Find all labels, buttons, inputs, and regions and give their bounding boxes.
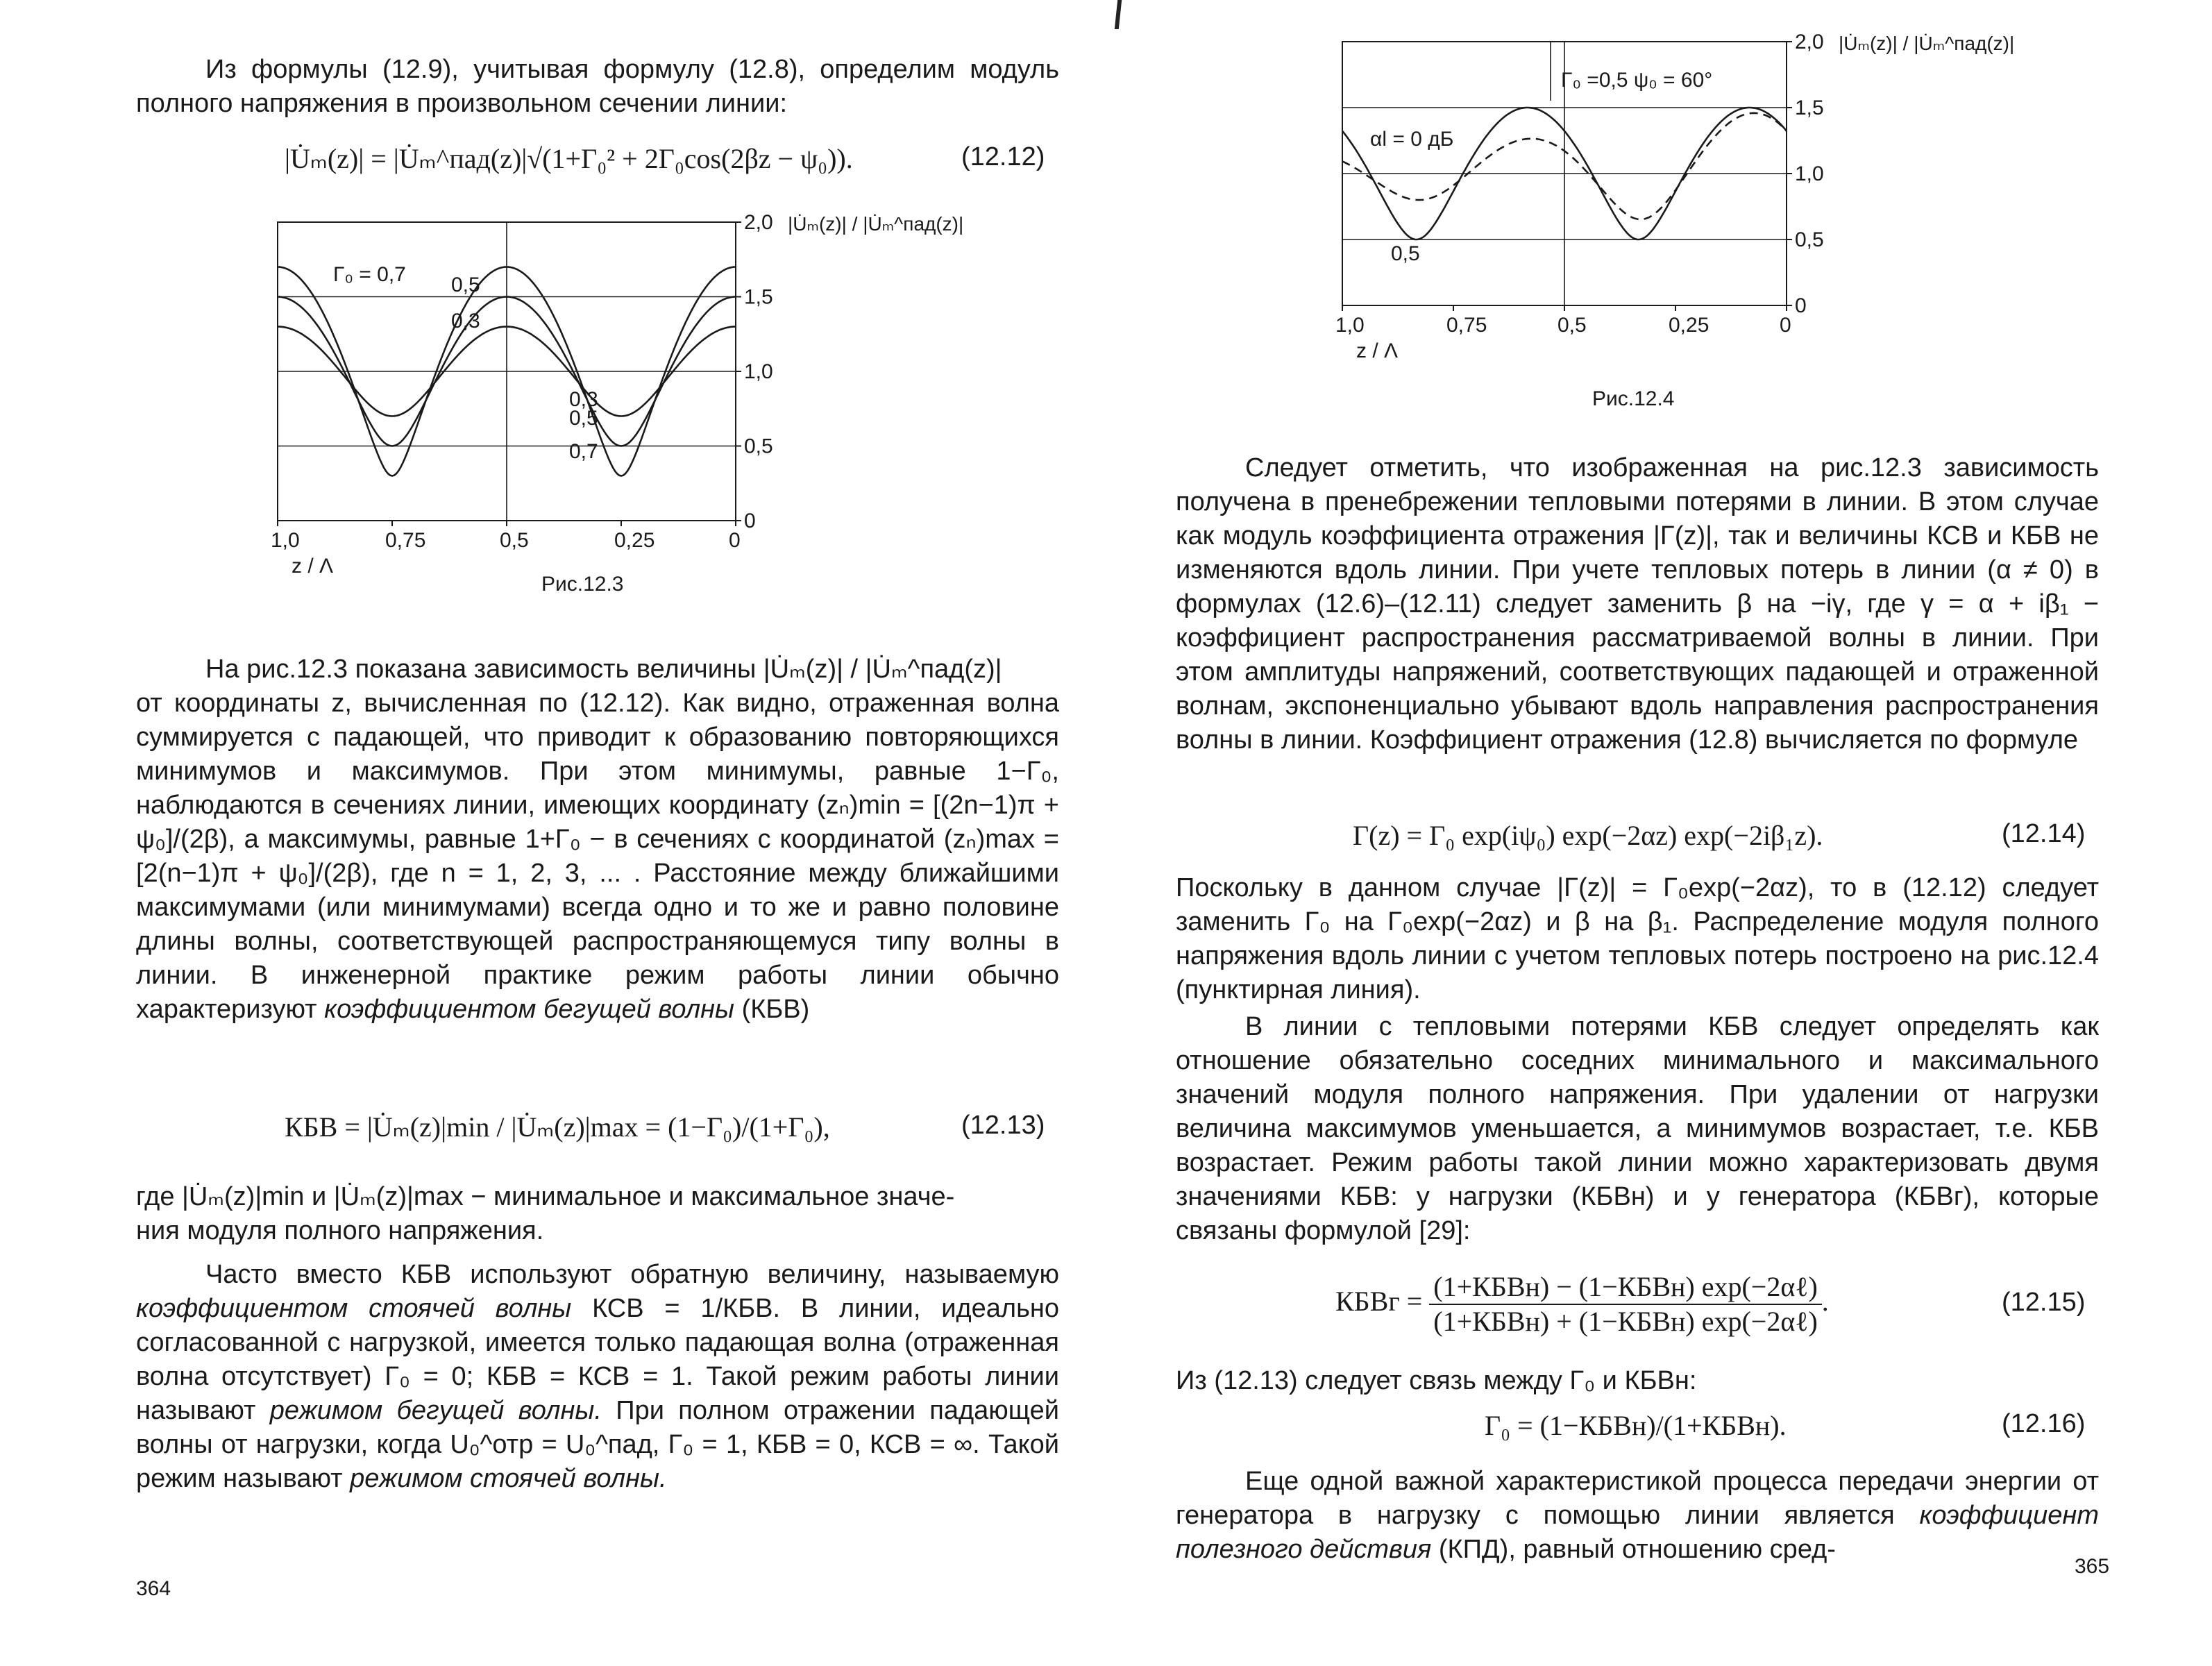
chart-12-3-svg: [264, 208, 964, 597]
x-tick-label: 0,5: [1557, 314, 1587, 337]
y-tick-label: 1,0: [744, 360, 773, 383]
y-tick-label: 0,5: [744, 435, 773, 458]
paragraph-1: На рис.12.3 показана зависимость величины |U̇ₘ(z)| / |U̇ₘ^пад(z)| от координаты z, вычисленная по (12.12). Как видно, отраженная волна суммируется с падающей, что приводит к образованию повторяющихся минимумов и максимумов. При этом минимумы, равные 1−Γ₀, наблюдаются в сечениях линии, имеющих координату (zₙ)min = [(2n−1)π + ψ₀]/(2β), а максимумы, равные 1+Γ₀ − в сечениях с координатой (zₙ)max = [2(n−1)π + ψ₀]/(2β), где n = 1, 2, 3, ... . Расстояние между ближайшими максимумами (или минимумами) всегда одно и то же и равно половине длины волны, соответствующей распространяющемуся типу волны в линии. В инженерной практике режим работы линии обычно характеризуют коэффициентом бегущей волны (КБВ): [136, 655, 1059, 1024]
equation-12-12: |U̇ₘ(z)| = |U̇ₘ^пад(z)|√(1+Γ₀² + 2Γ₀cos(2βz − ψ₀)).: [285, 143, 853, 174]
y-axis-label: |U̇ₘ(z)| / |U̇ₘ^пад(z)|: [1839, 33, 2015, 54]
right-page: [1106, 0, 2212, 1666]
y-tick-label: 0: [744, 510, 756, 532]
page-number-right: 365: [2075, 1555, 2110, 1578]
right-paragraph-3: В линии с тепловыми потерями КБВ следует определять как отношение обязательно соседних минимального и максимального значений модуля полного напряжения. При удалении от нагрузки величина максимумов уменьшается, а минимумов возрастает, т.е. КБВ возрастает. Режим работы такой линии можно характеризовать двумя значениями КБВ: у нагрузки (КБВн) и у генератора (КБВг), которые связаны формулой [29]:: [1176, 1012, 2099, 1245]
figure-12-3: [264, 208, 964, 600]
curve-annotation: 0,5: [451, 274, 480, 296]
y-tick-label: 0,5: [1795, 228, 1824, 251]
equation-12-14: Γ(z) = Γ₀ exp(iψ₀) exp(−2αz) exp(−2iβ₁z).: [1353, 820, 1823, 851]
chart-legend-text: Γ₀ =0,5 ψ₀ = 60°: [1561, 69, 1713, 92]
equation-12-15: КБВг = $\frac{\text{(1+КБВн) − (1−КБВн) exp(−2αℓ)}}{\text{(1+КБВн) + (1−КБВн) exp(−2αℓ)}}$ .: [1335, 1271, 1829, 1337]
curve-annotation: 0,5: [569, 407, 598, 430]
y-tick-label: 0: [1795, 294, 1807, 317]
curve-annotation: 0,5: [1391, 242, 1420, 265]
where-paragraph: где |U̇ₘ(z)|min и |U̇ₘ(z)|max − минимальное и максимальное значе- ния модуля полного напряжения.: [136, 1182, 955, 1245]
x-tick-label: 0,75: [385, 529, 426, 552]
figure-12-4: [1335, 31, 2015, 399]
figure-12-3-caption: Рис.12.3: [541, 573, 624, 596]
x-tick-label: 0,5: [500, 529, 529, 552]
equation-number-12-15: (12.15): [2002, 1288, 2086, 1317]
x-axis-label: z / Λ: [292, 555, 334, 578]
right-paragraph-4: Из (12.13) следует связь между Γ₀ и КБВн:: [1176, 1366, 1697, 1395]
x-tick-label: 0: [729, 529, 741, 552]
right-paragraph-2: Поскольку в данном случае |Γ(z)| = Γ₀exp(−2αz), то в (12.12) следует заменить Γ₀ на Γ₀exp(−2αz) и β на β₁. Распределение модуля полного напряжения вдоль линии с учетом тепловых потерь построено на рис.12.4 (пунктирная линия).: [1176, 873, 2099, 1004]
curve-annotation: Γ₀ = 0,7: [333, 263, 406, 286]
y-tick-label: 1,0: [1795, 162, 1824, 185]
equation-number-12-14: (12.14): [2002, 819, 2086, 848]
y-tick-label: 2,0: [744, 211, 773, 234]
equation-number-12-13: (12.13): [961, 1111, 1045, 1140]
curve-annotation: 0,7: [569, 440, 598, 463]
chart-12-4-svg: [1335, 31, 2015, 396]
x-axis-label: z / Λ: [1356, 339, 1399, 362]
equation-12-16: Γ₀ = (1−КБВн)/(1+КБВн).: [1485, 1410, 1787, 1441]
x-tick-label: 0,75: [1446, 314, 1487, 337]
figure-12-4-caption: Рис.12.4: [1592, 387, 1675, 410]
equation-number-12-12: (12.12): [961, 142, 1045, 171]
equation-number-12-16: (12.16): [2002, 1409, 2086, 1438]
intro-paragraph: Из формулы (12.9), учитывая формулу (12.8), определим модуль полного напряжения в произвольном сечении линии:: [136, 55, 1059, 118]
equation-12-13: КБВ = |U̇ₘ(z)|min / |U̇ₘ(z)|max = (1−Γ₀)/(1+Γ₀),: [285, 1111, 830, 1143]
equation-12-15-fraction: $\frac{\text{(1+КБВн) − (1−КБВн) exp(−2αℓ)}}{\text{(1+КБВн) + (1−КБВн) exp(−2αℓ)}}$: [1429, 1270, 1822, 1338]
curve-annotation: αl = 0 дБ: [1370, 128, 1454, 151]
x-tick-label: 1,0: [1335, 314, 1365, 337]
x-tick-label: 1,0: [271, 529, 300, 552]
page-number-left: 364: [136, 1577, 171, 1600]
y-tick-label: 1,5: [744, 285, 773, 309]
paragraph-2: Часто вместо КБВ используют обратную величину, называемую коэффициентом стоячей волны КСВ = 1/КБВ. В линии, идеально согласованной с нагрузкой, имеется только падающая волна (отраженная волна отсутствует) Γ₀ = 0; КБВ = КСВ = 1. Такой режим работы линии называют режимом бегущей волны. При полном отражении падающей волны от нагрузки, когда U₀^отр = U₀^пад, Γ₀ = 1, КБВ = 0, КСВ = ∞. Такой режим называют режимом стоячей волны.: [136, 1260, 1060, 1493]
right-paragraph-5: Еще одной важной характеристикой процесса передачи энергии от генератора в нагрузку с помощью линии является коэффициент полезного действия (КПД), равный отношению сред-: [1176, 1467, 2099, 1564]
y-tick-label: 1,5: [1795, 96, 1824, 119]
curve-annotation: 0,3: [451, 310, 480, 333]
x-tick-label: 0,25: [614, 529, 655, 552]
y-tick-label: 2,0: [1795, 31, 1824, 53]
x-tick-label: 0: [1780, 314, 1791, 337]
right-paragraph-1: Следует отметить, что изображенная на рис.12.3 зависимость получена в пренебрежении тепловыми потерями в линии. В этом случае как модуль коэффициента отражения |Γ(z)|, так и величины КСВ и КБВ не изменяются вдоль линии. При учете тепловых потерь в линии (α ≠ 0) в формулах (12.6)–(12.11) следует заменить β на −iγ, где γ = α + iβ₁ − коэффициент распространения рассматриваемой волны в линии. При этом амплитуды напряжений, соответствующих падающей и отраженной волнам, экспоненциально убывают вдоль направления распространения волны в линии. Коэффициент отражения (12.8) вычисляется по формуле: [1176, 453, 2099, 755]
y-axis-label: |U̇ₘ(z)| / |U̇ₘ^пад(z)|: [788, 213, 964, 235]
curve-annotation: 0,3: [569, 388, 598, 411]
x-tick-label: 0,25: [1669, 314, 1709, 337]
